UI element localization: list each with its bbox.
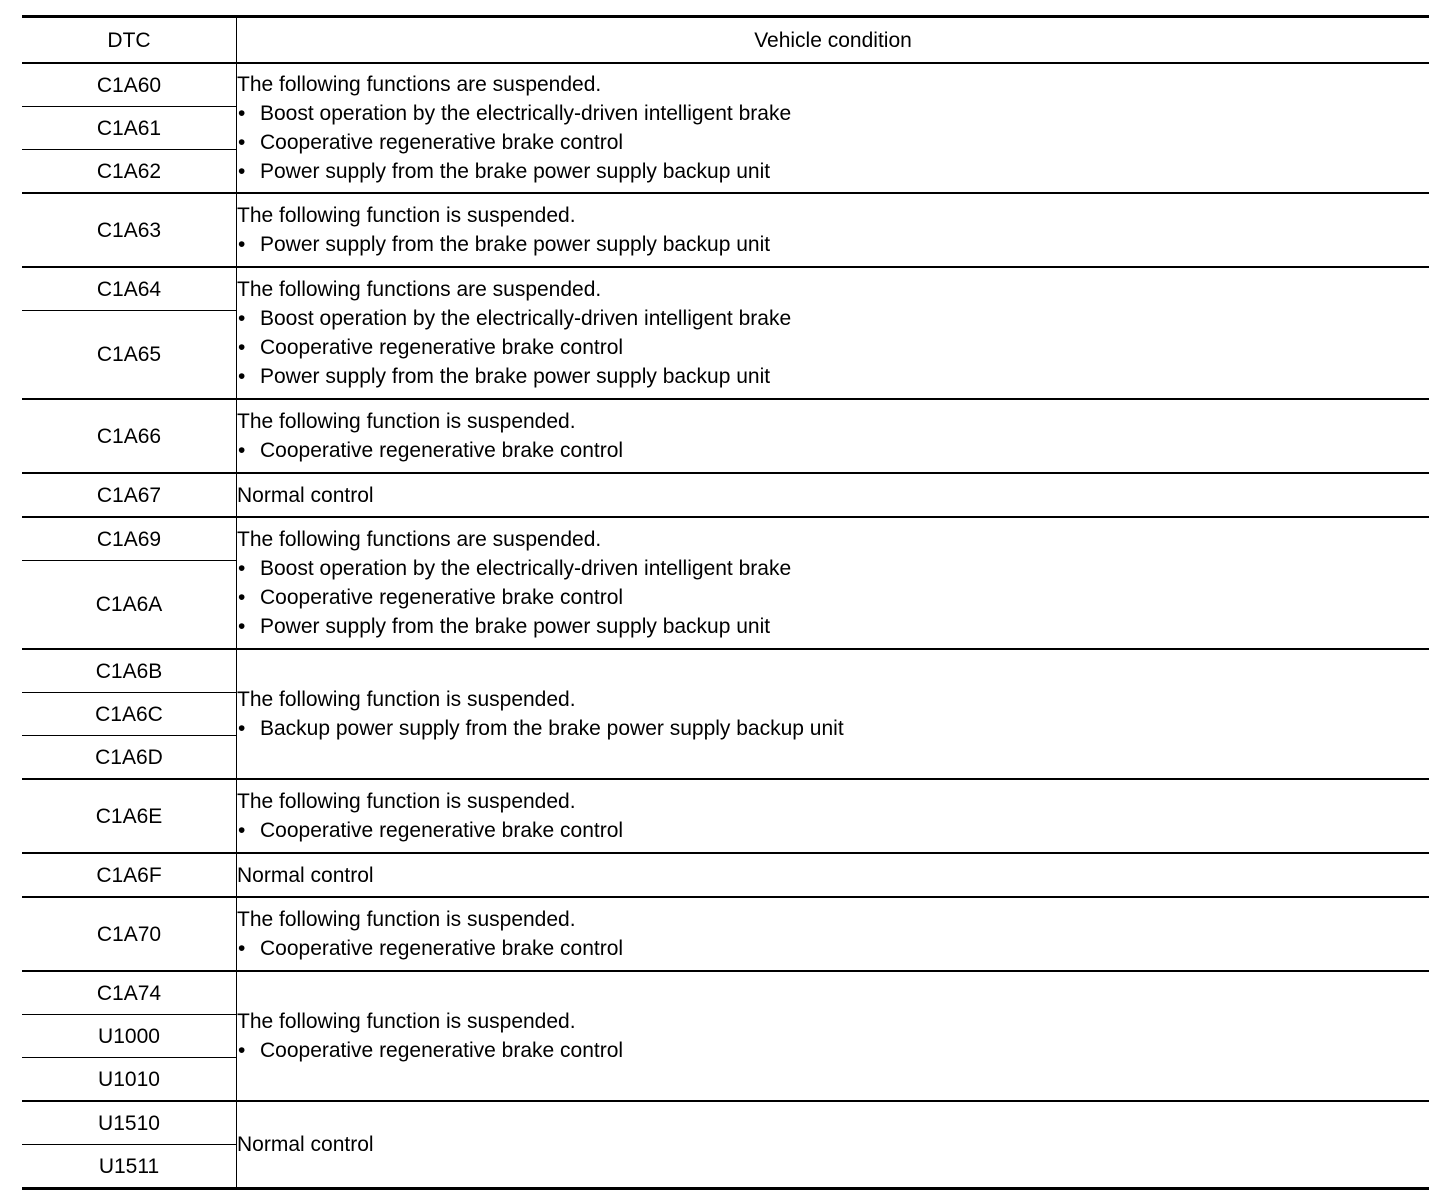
condition-bullet-item	[237, 612, 1429, 641]
dtc-code: C1A67	[22, 473, 237, 517]
condition-intro: The following function is suspended.	[237, 908, 576, 931]
dtc-code: C1A66	[22, 399, 237, 473]
dtc-code: C1A6B	[22, 649, 237, 693]
condition-bullet-item	[237, 714, 1429, 743]
header-vehicle-condition: Vehicle condition	[237, 17, 1430, 64]
condition-intro: The following functions are suspended.	[237, 528, 602, 551]
dtc-code: C1A62	[22, 150, 237, 194]
condition-bullet-text: Cooperative regenerative brake control	[260, 131, 624, 154]
dtc-code: U1000	[22, 1015, 237, 1058]
condition-bullet-text: Cooperative regenerative brake control	[260, 937, 624, 960]
dtc-code: C1A70	[22, 897, 237, 971]
condition-bullet-text: Cooperative regenerative brake control	[260, 439, 624, 462]
table-row	[22, 649, 1429, 693]
condition-intro: The following function is suspended.	[237, 410, 576, 433]
bullet-icon: •	[238, 937, 246, 960]
bullet-icon: •	[238, 102, 246, 125]
condition-bullet-item	[237, 436, 1429, 465]
vehicle-condition-cell	[237, 1101, 1430, 1189]
table-row	[22, 971, 1429, 1015]
vehicle-condition-cell	[237, 63, 1430, 193]
condition-bullet-text: Boost operation by the electrically-driven intelligent brake	[260, 102, 792, 125]
bullet-icon: •	[238, 717, 246, 740]
dtc-code: U1510	[22, 1101, 237, 1145]
condition-intro: Normal control	[237, 483, 374, 507]
condition-intro: Normal control	[237, 863, 374, 887]
dtc-code: C1A6C	[22, 693, 237, 736]
condition-bullet-text: Power supply from the brake power supply backup unit	[260, 365, 771, 388]
condition-bullet-text: Cooperative regenerative brake control	[260, 336, 624, 359]
condition-bullet-text: Power supply from the brake power supply backup unit	[260, 615, 771, 638]
dtc-code: C1A6F	[22, 853, 237, 897]
table-row	[22, 193, 1429, 267]
condition-bullet-item	[237, 934, 1429, 963]
condition-bullet-item	[237, 304, 1429, 333]
condition-bullet-item	[237, 362, 1429, 391]
vehicle-condition-cell	[237, 971, 1430, 1101]
dtc-code: C1A60	[22, 63, 237, 107]
header-row	[22, 17, 1429, 64]
bullet-icon: •	[238, 336, 246, 359]
dtc-code: C1A74	[22, 971, 237, 1015]
vehicle-condition-cell	[237, 897, 1430, 971]
condition-bullet-item	[237, 816, 1429, 845]
condition-intro: The following functions are suspended.	[237, 278, 602, 301]
bullet-icon: •	[238, 615, 246, 638]
dtc-code: C1A6A	[22, 561, 237, 650]
bullet-icon: •	[238, 819, 246, 842]
vehicle-condition-cell	[237, 193, 1430, 267]
condition-bullet-item	[237, 583, 1429, 612]
condition-bullet-text: Cooperative regenerative brake control	[260, 819, 624, 842]
vehicle-condition-cell	[237, 649, 1430, 779]
bullet-icon: •	[238, 365, 246, 388]
vehicle-condition-cell	[237, 473, 1430, 517]
bullet-icon: •	[238, 160, 246, 183]
dtc-table	[22, 15, 1429, 1190]
vehicle-condition-cell	[237, 779, 1430, 853]
condition-intro: The following function is suspended.	[237, 790, 576, 813]
vehicle-condition-cell	[237, 399, 1430, 473]
dtc-code: U1010	[22, 1058, 237, 1102]
dtc-code: C1A64	[22, 267, 237, 311]
table-row	[22, 399, 1429, 473]
condition-bullet-item	[237, 1036, 1429, 1065]
condition-bullet-text: Cooperative regenerative brake control	[260, 1039, 624, 1062]
condition-bullet-text: Power supply from the brake power supply backup unit	[260, 233, 771, 256]
condition-intro: The following function is suspended.	[237, 1010, 576, 1033]
vehicle-condition-cell	[237, 267, 1430, 399]
condition-bullet-item	[237, 157, 1429, 186]
condition-bullet-item	[237, 128, 1429, 157]
bullet-icon: •	[238, 439, 246, 462]
condition-bullet-text: Backup power supply from the brake power supply backup unit	[260, 717, 844, 740]
condition-intro: Normal control	[237, 1133, 374, 1156]
condition-bullet-text: Cooperative regenerative brake control	[260, 586, 624, 609]
table-body	[22, 63, 1429, 1189]
dtc-code: C1A61	[22, 107, 237, 150]
table-row	[22, 517, 1429, 561]
vehicle-condition-cell	[237, 853, 1430, 897]
dtc-code: C1A6D	[22, 736, 237, 780]
table-row	[22, 473, 1429, 517]
condition-bullet-text: Boost operation by the electrically-driven intelligent brake	[260, 557, 792, 580]
table-row	[22, 897, 1429, 971]
table-row	[22, 1101, 1429, 1145]
vehicle-condition-cell	[237, 517, 1430, 649]
bullet-icon: •	[238, 131, 246, 154]
dtc-code: C1A65	[22, 311, 237, 400]
dtc-code: U1511	[22, 1145, 237, 1189]
header-dtc: DTC	[22, 17, 237, 64]
condition-bullet-text: Boost operation by the electrically-driven intelligent brake	[260, 307, 792, 330]
dtc-code: C1A6E	[22, 779, 237, 853]
table-row	[22, 853, 1429, 897]
table-row	[22, 63, 1429, 107]
condition-bullet-text: Power supply from the brake power supply backup unit	[260, 160, 771, 183]
bullet-icon: •	[238, 233, 246, 256]
bullet-icon: •	[238, 307, 246, 330]
condition-bullet-item	[237, 230, 1429, 259]
table-row	[22, 779, 1429, 853]
condition-bullet-item	[237, 99, 1429, 128]
condition-bullet-item	[237, 554, 1429, 583]
bullet-icon: •	[238, 557, 246, 580]
dtc-code: C1A69	[22, 517, 237, 561]
condition-bullet-item	[237, 333, 1429, 362]
dtc-code: C1A63	[22, 193, 237, 267]
bullet-icon: •	[238, 586, 246, 609]
bullet-icon: •	[238, 1039, 246, 1062]
table-row	[22, 267, 1429, 311]
condition-intro: The following function is suspended.	[237, 688, 576, 711]
condition-intro: The following functions are suspended.	[237, 73, 602, 96]
condition-intro: The following function is suspended.	[237, 204, 576, 227]
